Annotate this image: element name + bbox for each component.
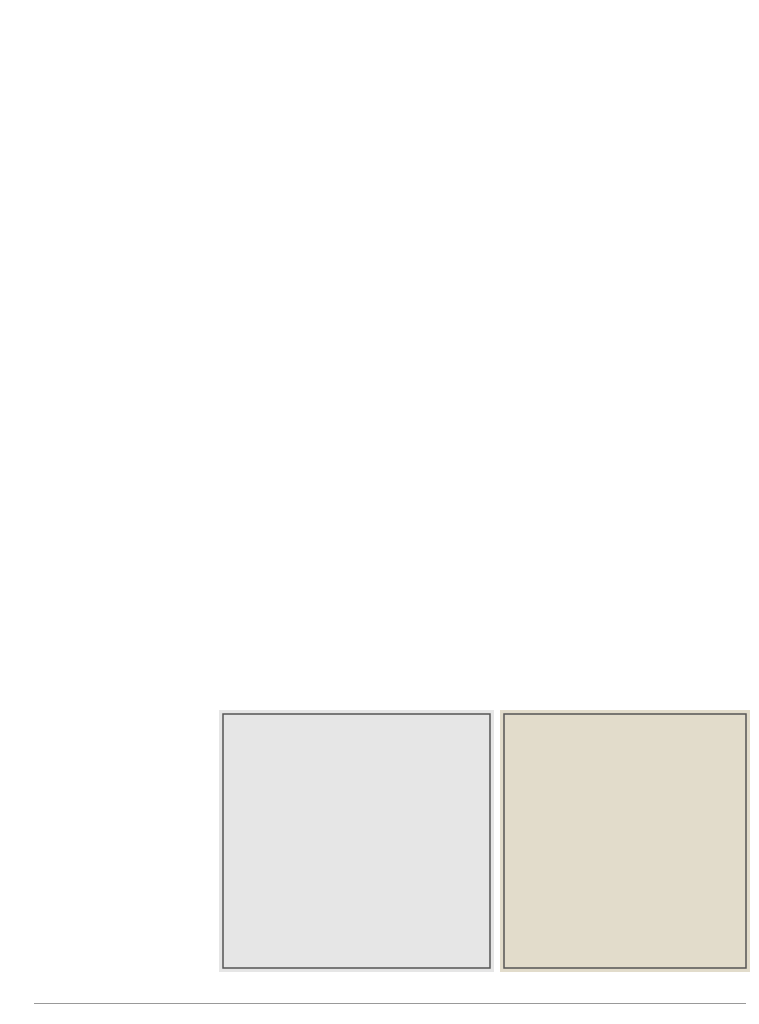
woodcut-illustration-right [500,710,750,972]
woodcut-illustration-left [219,710,494,972]
article-column-3 [394,72,570,710]
article-column-4 [578,72,746,668]
article-column-1 [34,396,210,970]
article-column-2 [218,366,386,704]
footer-divider [34,1003,746,1004]
